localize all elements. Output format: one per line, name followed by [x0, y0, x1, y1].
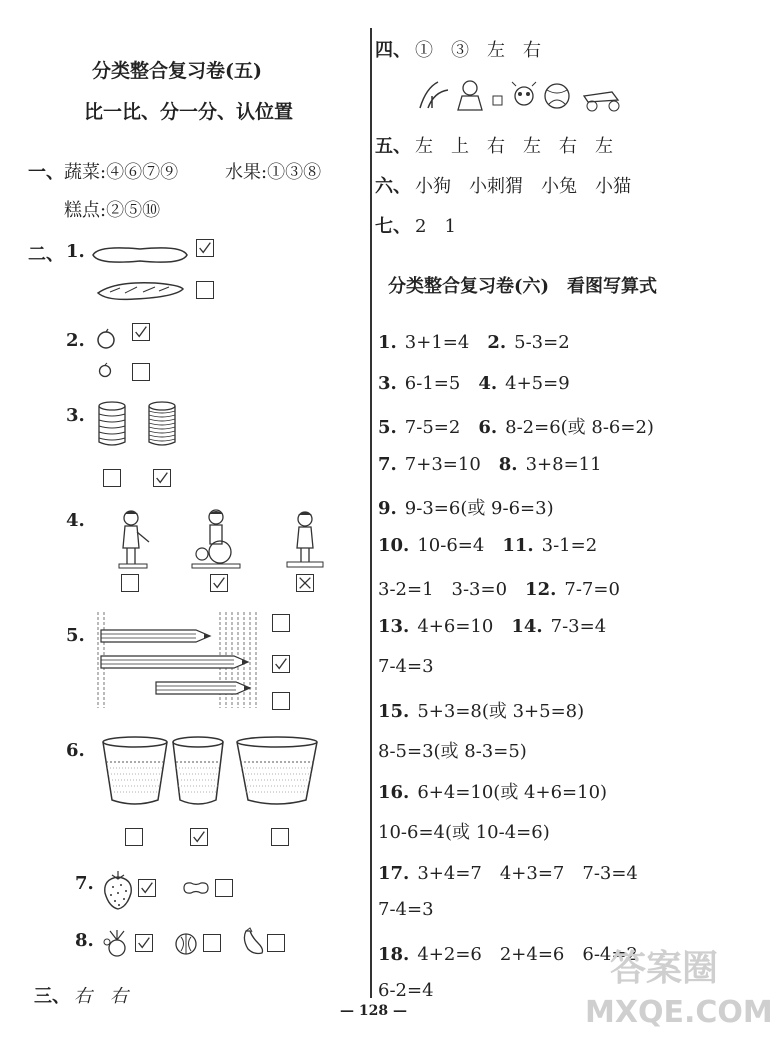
- answer-text: 3-1=2: [541, 534, 598, 556]
- q5-checkbox-2[interactable]: [272, 655, 290, 673]
- girl-walking-image: [113, 508, 155, 570]
- answer-text: 10-6=4(或 10-4=6): [378, 822, 550, 843]
- answer-number: 10.: [378, 534, 410, 556]
- answer-number: 11.: [502, 534, 534, 556]
- answer-row: [378, 494, 554, 520]
- answer-number: 9.: [378, 498, 397, 519]
- answer-number: 12.: [525, 579, 557, 600]
- answer-row: [378, 413, 654, 439]
- bitter-melon-image: [95, 279, 185, 303]
- answer-row: [378, 697, 584, 723]
- answer-row: [378, 818, 550, 844]
- q8-number: 8.: [75, 930, 94, 951]
- cup-3-image: [234, 736, 320, 810]
- answer-text: 6+4=10(或 4+6=10): [417, 781, 608, 803]
- answer-text: 4+6=10: [417, 615, 494, 637]
- left-subtitle: 比一比、分一分、认位置: [84, 101, 294, 123]
- answer-text: 5-3=2: [514, 332, 570, 353]
- large-apple-image: [95, 328, 117, 350]
- answer-row: [378, 778, 607, 804]
- q7-number: 7.: [75, 873, 94, 894]
- small-apple-image: [97, 362, 113, 378]
- answer-row: [378, 940, 638, 966]
- q3-checkbox-1[interactable]: [103, 469, 121, 487]
- q4-number: 4.: [66, 510, 85, 531]
- cucumber-image: [90, 243, 190, 269]
- answer-number: 1.: [378, 332, 397, 353]
- q8-checkbox-3[interactable]: [267, 934, 285, 952]
- answer-row: [378, 980, 434, 1001]
- s1-fruits: 水果:①③⑧: [225, 162, 322, 183]
- section-2-label: 二、: [28, 244, 64, 265]
- q6-checkbox-1[interactable]: [125, 828, 143, 846]
- answer-number: 18.: [378, 943, 410, 965]
- column-divider: [370, 28, 372, 998]
- pencils-comparison-image: [96, 612, 266, 708]
- answer-row: [378, 737, 527, 763]
- q1-checkbox-1[interactable]: [196, 239, 214, 257]
- s3-answer: 右 右: [74, 986, 128, 1007]
- s1-cakes: 糕点:②⑤⑩: [64, 200, 161, 221]
- section-1-label: 一、: [28, 162, 64, 183]
- answer-text: 4+5=9: [505, 372, 570, 394]
- answer-text: 7-5=2: [404, 417, 461, 438]
- boy-wheelchair-image: [190, 508, 242, 570]
- answer-row: [378, 656, 434, 677]
- answer-row: [378, 616, 606, 637]
- answer-number: 15.: [378, 700, 410, 722]
- s7-answer: 2 1: [415, 216, 456, 237]
- q6-checkbox-2[interactable]: [190, 828, 208, 846]
- q4-checkbox-1[interactable]: [121, 574, 139, 592]
- q3-checkbox-2[interactable]: [153, 469, 171, 487]
- answer-number: 5.: [378, 417, 397, 438]
- q2-checkbox-2[interactable]: [132, 363, 150, 381]
- answer-number: 2.: [487, 332, 507, 353]
- answer-row: [378, 575, 620, 601]
- answer-row: [378, 899, 434, 920]
- answer-text: 10-6=4: [417, 534, 485, 556]
- answer-number: 8.: [498, 453, 518, 475]
- cup-1-image: [100, 736, 170, 810]
- answer-text: 7-7=0: [564, 579, 620, 600]
- q5-checkbox-3[interactable]: [272, 692, 290, 710]
- thread-spool-2-image: [146, 400, 178, 448]
- cup-2-image: [170, 736, 226, 810]
- strawberry-image: [101, 869, 135, 911]
- section-4-label: 四、: [375, 40, 411, 61]
- cabbage-image: [173, 929, 199, 957]
- answer-text: 7+3=10: [404, 453, 481, 475]
- radish-image: [102, 929, 132, 959]
- q7-checkbox-1[interactable]: [138, 879, 156, 897]
- answer-text: 9-3=6(或 9-6=3): [404, 498, 554, 519]
- answer-row: [378, 373, 570, 394]
- answer-number: 13.: [378, 615, 410, 637]
- answer-number: 7.: [378, 453, 397, 475]
- answer-text: 3+4=7 4+3=7 7-3=4: [417, 862, 638, 884]
- s5-answer: 左 上 右 左 右 左: [415, 136, 613, 157]
- q2-number: 2.: [66, 330, 85, 351]
- thread-spool-1-image: [96, 400, 128, 448]
- answer-row: [378, 859, 638, 885]
- answer-row: [378, 332, 570, 353]
- page-number: — 128 —: [340, 1003, 407, 1019]
- answer-text: 8-2=6(或 8-6=2): [505, 417, 654, 438]
- answer-text: 3-2=1 3-3=0: [378, 579, 508, 600]
- q7-checkbox-2[interactable]: [215, 879, 233, 897]
- section-7-label: 七、: [375, 216, 411, 237]
- right-title: 分类整合复习卷(六) 看图写算式: [388, 276, 658, 297]
- watermark-logo: 答案圈: [610, 948, 719, 989]
- q2-checkbox-1[interactable]: [132, 323, 150, 341]
- answer-text: 6-1=5: [404, 372, 461, 394]
- answer-text: 6-2=4: [378, 980, 434, 1001]
- answer-text: 7-3=4: [550, 615, 607, 637]
- answer-number: 3.: [378, 372, 397, 394]
- answer-number: 4.: [478, 372, 498, 394]
- answer-text: 4+2=6 2+4=6 6-4=2: [417, 943, 638, 965]
- q8-checkbox-2[interactable]: [203, 934, 221, 952]
- left-title: 分类整合复习卷(五): [92, 60, 262, 82]
- eggplant-image: [240, 927, 266, 957]
- answer-text: 3+1=4: [404, 332, 470, 353]
- answer-row: [378, 535, 597, 556]
- s4-answer: ① ③ 左 右: [415, 40, 541, 61]
- toys-row-image: [412, 78, 627, 116]
- watermark-url: MXQE.COM: [585, 995, 773, 1030]
- answer-number: 6.: [478, 417, 498, 438]
- q3-number: 3.: [66, 405, 85, 426]
- peanut-image: [181, 880, 211, 896]
- q6-number: 6.: [66, 740, 85, 761]
- q4-checkbox-3[interactable]: [296, 574, 314, 592]
- answer-text: 5+3=8(或 3+5=8): [417, 700, 585, 722]
- section-3-label: 三、: [34, 986, 70, 1007]
- s1-vegetables: 蔬菜:④⑥⑦⑨: [64, 162, 179, 183]
- answer-number: 14.: [511, 615, 543, 637]
- section-5-label: 五、: [375, 136, 411, 157]
- q5-number: 5.: [66, 625, 85, 646]
- answer-text: 8-5=3(或 8-3=5): [378, 741, 527, 762]
- s6-answer: 小狗 小刺猬 小兔 小猫: [415, 176, 631, 197]
- answer-text: 3+8=11: [525, 453, 602, 475]
- girl-standing-image: [285, 508, 325, 570]
- q6-checkbox-3[interactable]: [271, 828, 289, 846]
- answer-text: 7-4=3: [378, 899, 434, 920]
- q5-checkbox-1[interactable]: [272, 614, 290, 632]
- q8-checkbox-1[interactable]: [135, 934, 153, 952]
- q4-checkbox-2[interactable]: [210, 574, 228, 592]
- answer-number: 16.: [378, 781, 410, 803]
- section-6-label: 六、: [375, 176, 411, 197]
- answer-number: 17.: [378, 862, 410, 884]
- q1-checkbox-2[interactable]: [196, 281, 214, 299]
- answer-text: 7-4=3: [378, 656, 434, 677]
- answer-row: [378, 454, 602, 475]
- q1-number: 1.: [66, 241, 85, 262]
